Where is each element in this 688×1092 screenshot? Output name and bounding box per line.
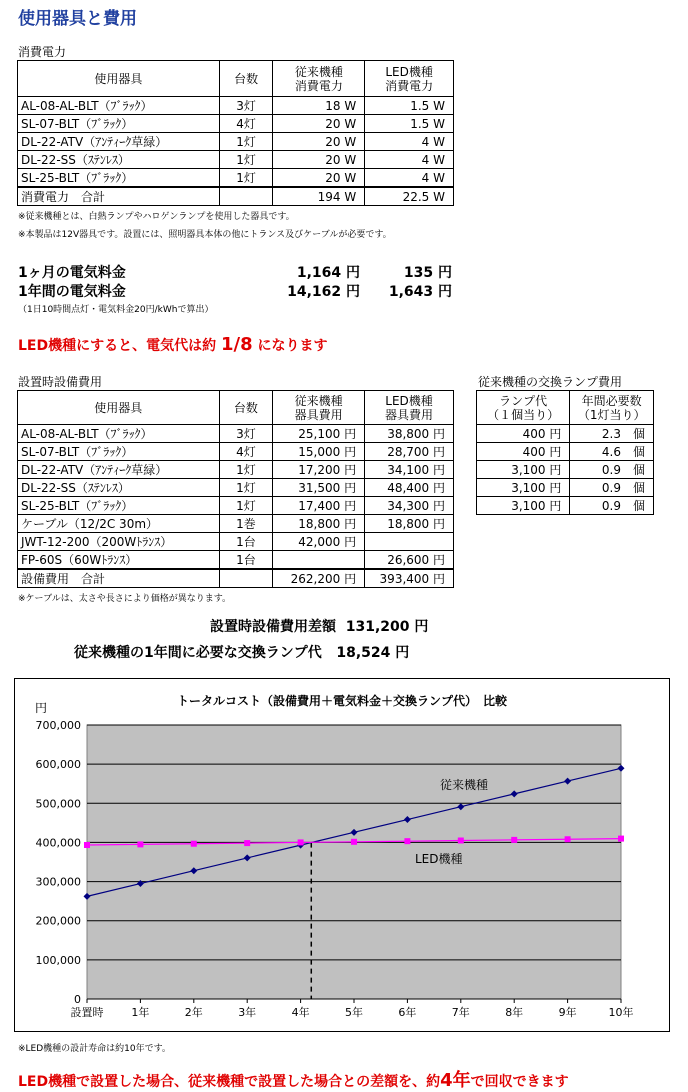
- install-cell: ケーブル（12/2C 30m）: [18, 515, 220, 533]
- table-row: [18, 169, 454, 188]
- lamp-cell: 2.3 個: [570, 425, 654, 443]
- install-cell: AL-08-AL-BLT（ﾌﾞﾗｯｸ）: [18, 425, 220, 443]
- series-label-led: LED機種: [415, 852, 463, 866]
- power-cell: 20 W: [273, 169, 365, 188]
- power-caption: 消費電力: [18, 45, 67, 59]
- table-row: [477, 443, 654, 461]
- data-point: [84, 842, 90, 848]
- table-row: [18, 443, 454, 461]
- x-tick-label: 10年: [608, 1006, 634, 1019]
- power-total-cell: [219, 187, 273, 206]
- install-total-cell: 設備費用 合計: [18, 569, 220, 588]
- install-cell: 34,300 円: [365, 497, 454, 515]
- install-cell: 17,400 円: [273, 497, 365, 515]
- power-cell: 20 W: [273, 133, 365, 151]
- table-row: [18, 515, 454, 533]
- install-cell: 18,800 円: [365, 515, 454, 533]
- data-point: [511, 837, 517, 843]
- install-cell: 42,000 円: [273, 533, 365, 551]
- install-table: [17, 390, 454, 588]
- x-tick-label: 7年: [451, 1006, 470, 1019]
- y-tick-label: 300,000: [35, 875, 81, 889]
- power-cell: 4 W: [365, 169, 454, 188]
- bottom-pre: LED機種で設置した場合、従来機種で設置した場合との差額を、約: [18, 1074, 441, 1090]
- highlight-one-eighth: [18, 334, 327, 355]
- power-cell: 4灯: [219, 115, 273, 133]
- data-point: [244, 840, 250, 846]
- x-tick-label: 2年: [184, 1006, 203, 1019]
- install-cell: FP-60S（60Wﾄﾗﾝｽ）: [18, 551, 220, 570]
- power-header-3: LED機種 消費電力: [365, 61, 454, 97]
- install-cell: 1台: [219, 551, 273, 570]
- power-cell: 1灯: [219, 151, 273, 169]
- lamp-cell: 3,100 円: [477, 461, 570, 479]
- lamp-cell: 0.9 個: [570, 461, 654, 479]
- install-cell: DL-22-ATV（ｱﾝﾃｨｰｸ草緑）: [18, 461, 220, 479]
- series-label-old: 従来機種: [440, 778, 489, 792]
- power-cell: 20 W: [273, 151, 365, 169]
- x-tick-label: 6年: [398, 1006, 417, 1019]
- table-row: [18, 497, 454, 515]
- bottom-years: 4年: [440, 1070, 471, 1091]
- table-row: [18, 133, 454, 151]
- lamp-cell: 0.9 個: [570, 479, 654, 497]
- install-header-1: 台数: [219, 391, 273, 425]
- power-cell: 1灯: [219, 133, 273, 151]
- month-fee-label: 1ヶ月の電気料金: [18, 265, 126, 281]
- install-cell: 4灯: [219, 443, 273, 461]
- bottom-highlight: [18, 1066, 569, 1092]
- power-header-0: 使用器具: [18, 61, 220, 97]
- install-caption: 設置時設備費用: [18, 375, 103, 389]
- install-diff-value: 131,200 円: [345, 619, 429, 635]
- install-cell: 1灯: [219, 497, 273, 515]
- install-total-row: [18, 569, 454, 588]
- power-table: [17, 60, 454, 206]
- power-total-row: [18, 187, 454, 206]
- install-diff-label: 設置時設備費用差額: [210, 619, 336, 635]
- x-tick-label: 1年: [131, 1006, 150, 1019]
- data-point: [137, 841, 143, 847]
- x-tick-label: 9年: [558, 1006, 577, 1019]
- lamp-cell: 3,100 円: [477, 497, 570, 515]
- install-cell: 1灯: [219, 461, 273, 479]
- install-cell: 38,800 円: [365, 425, 454, 443]
- install-cell: SL-07-BLT（ﾌﾞﾗｯｸ）: [18, 443, 220, 461]
- install-cell: 15,000 円: [273, 443, 365, 461]
- table-row: [18, 97, 454, 115]
- power-header-1: 台数: [219, 61, 273, 97]
- chart-svg: [15, 679, 669, 1031]
- install-diff: [210, 616, 428, 636]
- y-tick-label: 0: [74, 993, 81, 1006]
- power-cell: 1.5 W: [365, 115, 454, 133]
- y-axis-unit: 円: [35, 701, 48, 715]
- year-fee-led: 1,643 円: [388, 284, 452, 300]
- plot-area: [87, 725, 621, 999]
- install-header-2: 従来機種 器具費用: [273, 391, 365, 425]
- table-row: [477, 479, 654, 497]
- data-point: [298, 839, 304, 845]
- table-row: [18, 533, 454, 551]
- lamp-cell: 0.9 個: [570, 497, 654, 515]
- lamp-caption: 従来機種の交換ランプ費用: [478, 375, 623, 389]
- power-cell: 1.5 W: [365, 97, 454, 115]
- install-cell: 48,400 円: [365, 479, 454, 497]
- power-cell: 3灯: [219, 97, 273, 115]
- lamp-year-label: 従来機種の1年間に必要な交換ランプ代: [74, 645, 322, 661]
- power-note-2: ※本製品は12V器具です。設置には、照明器具本体の他にトランス及びケーブルが必要です。: [18, 230, 392, 240]
- install-cell: JWT-12-200（200Wﾄﾗﾝｽ）: [18, 533, 220, 551]
- x-tick-label: 4年: [291, 1006, 310, 1019]
- table-row: [477, 425, 654, 443]
- y-tick-label: 100,000: [35, 953, 81, 967]
- table-row: [477, 497, 654, 515]
- install-cell: 1台: [219, 533, 273, 551]
- electric-note: （1日10時間点灯・電気料金20円/kWhで算出）: [18, 305, 214, 315]
- data-point: [351, 839, 357, 845]
- lamp-cell: 400 円: [477, 443, 570, 461]
- power-cell: SL-07-BLT（ﾌﾞﾗｯｸ）: [18, 115, 220, 133]
- power-cell: SL-25-BLT（ﾌﾞﾗｯｸ）: [18, 169, 220, 188]
- data-point: [618, 836, 624, 842]
- power-total-cell: 194 W: [273, 187, 365, 206]
- install-header-0: 使用器具: [18, 391, 220, 425]
- lamp-year-value: 18,524 円: [336, 645, 410, 661]
- install-cell: SL-25-BLT（ﾌﾞﾗｯｸ）: [18, 497, 220, 515]
- power-cell: DL-22-SS（ｽﾃﾝﾚｽ）: [18, 151, 220, 169]
- power-cell: DL-22-ATV（ｱﾝﾃｨｰｸ草緑）: [18, 133, 220, 151]
- x-tick-label: 3年: [238, 1006, 257, 1019]
- lamp-cell: 3,100 円: [477, 479, 570, 497]
- install-cell: [365, 533, 454, 551]
- install-cell: 18,800 円: [273, 515, 365, 533]
- power-cell: 4 W: [365, 133, 454, 151]
- power-header-2: 従来機種 消費電力: [273, 61, 365, 97]
- x-tick-label: 8年: [505, 1006, 524, 1019]
- lamp-cell: 4.6 個: [570, 443, 654, 461]
- install-header-3: LED機種 器具費用: [365, 391, 454, 425]
- highlight-post: になります: [252, 338, 328, 354]
- y-tick-label: 400,000: [35, 836, 81, 850]
- bottom-post: で回収できます: [470, 1074, 569, 1090]
- year-fee-old: 14,162 円: [287, 284, 360, 300]
- power-total-cell: 消費電力 合計: [18, 187, 220, 206]
- power-cell: 4 W: [365, 151, 454, 169]
- install-cell: 1灯: [219, 479, 273, 497]
- table-row: [477, 461, 654, 479]
- install-total-cell: 393,400 円: [365, 569, 454, 588]
- power-cell: 20 W: [273, 115, 365, 133]
- install-cell: 1巻: [219, 515, 273, 533]
- lamp-header-1: 年間必要数 （1灯当り）: [570, 391, 654, 425]
- install-total-cell: [219, 569, 273, 588]
- table-row: [18, 151, 454, 169]
- data-point: [565, 836, 571, 842]
- data-point: [404, 838, 410, 844]
- data-point: [458, 838, 464, 844]
- chart-note: ※LED機種の設計寿命は約10年です。: [18, 1044, 171, 1054]
- install-cell: DL-22-SS（ｽﾃﾝﾚｽ）: [18, 479, 220, 497]
- page-title: 使用器具と費用: [18, 9, 137, 29]
- chart-title: トータルコスト（設備費用＋電気料金＋交換ランプ代） 比較: [176, 694, 508, 708]
- lamp-cell: 400 円: [477, 425, 570, 443]
- y-tick-label: 600,000: [35, 758, 81, 772]
- table-row: [18, 461, 454, 479]
- x-tick-label: 設置時: [70, 1006, 104, 1019]
- power-total-cell: 22.5 W: [365, 187, 454, 206]
- y-tick-label: 200,000: [35, 914, 81, 928]
- install-cell: 17,200 円: [273, 461, 365, 479]
- lamp-table: [476, 390, 654, 515]
- data-point: [191, 841, 197, 847]
- install-cell: [273, 551, 365, 570]
- table-row: [18, 425, 454, 443]
- table-row: [18, 551, 454, 570]
- month-fee-led: 135 円: [403, 265, 452, 281]
- total-cost-chart: [14, 678, 670, 1032]
- power-cell: 18 W: [273, 97, 365, 115]
- lamp-header-0: ランプ代 （１個当り）: [477, 391, 570, 425]
- power-note-1: ※従来機種とは、白熱ランプやハロゲンランプを使用した器具です。: [18, 212, 295, 222]
- lamp-year-cost: [74, 642, 409, 662]
- power-cell: AL-08-AL-BLT（ﾌﾞﾗｯｸ）: [18, 97, 220, 115]
- install-cell: 3灯: [219, 425, 273, 443]
- install-cell: 31,500 円: [273, 479, 365, 497]
- install-note: ※ケーブルは、太さや長さにより価格が異なります。: [18, 594, 232, 604]
- table-row: [18, 479, 454, 497]
- year-fee-label: 1年間の電気料金: [18, 284, 126, 300]
- install-cell: 34,100 円: [365, 461, 454, 479]
- x-tick-label: 5年: [345, 1006, 363, 1019]
- power-cell: 1灯: [219, 169, 273, 188]
- install-total-cell: 262,200 円: [273, 569, 365, 588]
- install-cell: 25,100 円: [273, 425, 365, 443]
- install-cell: 26,600 円: [365, 551, 454, 570]
- highlight-pre: LED機種にすると、電気代は約: [18, 338, 221, 354]
- y-tick-label: 500,000: [35, 797, 81, 811]
- y-tick-label: 700,000: [35, 719, 81, 732]
- month-fee-old: 1,164 円: [296, 265, 360, 281]
- install-cell: 28,700 円: [365, 443, 454, 461]
- table-row: [18, 115, 454, 133]
- highlight-fraction: 1/8: [220, 334, 253, 355]
